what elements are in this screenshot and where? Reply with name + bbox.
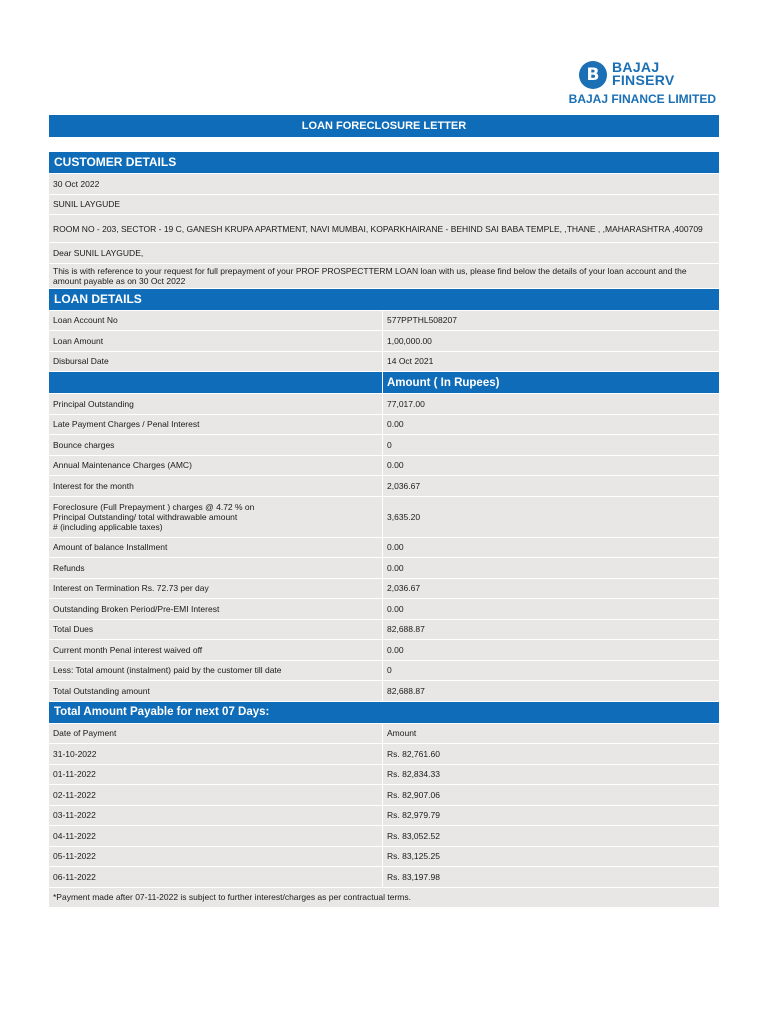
letter-title: LOAN FORECLOSURE LETTER [49, 115, 719, 137]
amount-row-value: 2,036.67 [387, 583, 421, 594]
loan-detail-row [49, 331, 719, 351]
amount-row-value: 82,688.87 [387, 685, 425, 696]
amount-row-label: Less: Total amount (instalment) paid by the customer till date [53, 665, 282, 676]
amount-row-label: Principal Outstanding [53, 398, 134, 409]
amount-row-label: Interest for the month [53, 480, 134, 491]
payable-row-label: 31-10-2022 [53, 748, 97, 759]
logo-brand-line2: FINSERV [612, 72, 675, 88]
amount-row [49, 538, 719, 558]
salutation-row [49, 243, 719, 263]
amount-row [49, 558, 719, 578]
loan-detail-row-value: 1,00,000.00 [387, 335, 432, 346]
payable-row-value: Rs. 82,907.06 [387, 789, 440, 800]
payable-row [49, 744, 719, 764]
amount-row-value: 0.00 [387, 562, 404, 573]
amount-column-heading: Amount ( In Rupees) [387, 376, 500, 389]
amount-row [49, 476, 719, 496]
amount-row-label: Late Payment Charges / Penal Interest [53, 419, 200, 430]
date-of-payment-header: Date of Payment [53, 728, 117, 739]
bajaj-finserv-logo [546, 58, 716, 108]
amount-row [49, 579, 719, 599]
loan-detail-row [49, 311, 719, 331]
loan-detail-row-value: 577PPTHL508207 [387, 315, 457, 326]
amount-header-row [49, 372, 719, 393]
amount-row-label: Amount of balance Installment [53, 542, 168, 553]
payment-note-text: *Payment made after 07-11-2022 is subject to further interest/charges as per contractual terms. [53, 892, 411, 902]
amount-row-label: Annual Maintenance Charges (AMC) [53, 460, 192, 471]
payable-row [49, 785, 719, 805]
amount-row-label: Refunds [53, 562, 85, 573]
amount-row-value: 0 [387, 665, 392, 676]
payable-row-value: Rs. 83,197.98 [387, 871, 440, 882]
amount-row [49, 435, 719, 455]
foreclosure-letter [49, 115, 719, 907]
payable-row [49, 867, 719, 887]
letter-body-row [49, 264, 719, 288]
letter-date: 30 Oct 2022 [53, 178, 100, 189]
payable-header-row [49, 724, 719, 744]
payable-heading: Total Amount Payable for next 07 Days: [49, 702, 719, 723]
bajaj-logo-icon: B [579, 61, 607, 89]
payable-row [49, 765, 719, 785]
amount-row-value: 0.00 [387, 542, 404, 553]
amount-row [49, 599, 719, 619]
loan-detail-row-label: Loan Amount [53, 335, 104, 346]
amount-row-label: Interest on Termination Rs. 72.73 per day [53, 583, 209, 594]
amount-row-label: Foreclosure (Full Prepayment ) charges @ 4.72 % on Principal Outstanding/ total withdrawable amount # (including applicable taxes) [53, 501, 255, 532]
logo-brand-line1: BAJAJ [612, 59, 660, 75]
amount-row-value: 82,688.87 [387, 624, 425, 635]
amount-row-value: 2,036.67 [387, 480, 421, 491]
amount-row-value: 0.00 [387, 460, 404, 471]
customer-details-heading: CUSTOMER DETAILS [49, 152, 719, 173]
loan-detail-row-label: Loan Account No [53, 315, 118, 326]
amount-row [49, 456, 719, 476]
payable-row [49, 826, 719, 846]
payable-row-label: 02-11-2022 [53, 789, 96, 800]
payable-row-value: Rs. 83,052.52 [387, 830, 440, 841]
payable-row-label: 03-11-2022 [53, 810, 96, 821]
payment-note [49, 888, 719, 907]
amount-row-value: 0.00 [387, 603, 404, 614]
letter-date-row [49, 174, 719, 194]
loan-detail-row-value: 14 Oct 2021 [387, 356, 434, 367]
customer-address: ROOM NO - 203, SECTOR - 19 C, GANESH KRUPA APARTMENT, NAVI MUMBAI, KOPARKHAIRANE - BEHIND SAI BABA TEMPLE, ,THANE , ,MAHARASHTRA ,400709 [53, 223, 703, 234]
payable-row [49, 847, 719, 867]
loan-detail-row [49, 352, 719, 372]
payable-row-value: Rs. 83,125.25 [387, 851, 440, 862]
payable-row [49, 806, 719, 826]
amount-row [49, 497, 719, 537]
amount-row [49, 620, 719, 640]
letter-body: This is with reference to your request for full prepayment of your PROF PROSPECTTERM LOAN loan with us, please find below the details of your loan account and the amount payable as on 30 Oct 2022 [53, 265, 687, 286]
payable-row-label: 01-11-2022 [53, 769, 96, 780]
amount-row-label: Current month Penal interest waived off [53, 644, 203, 655]
amount-header: Amount [387, 728, 417, 739]
amount-row [49, 394, 719, 414]
loan-detail-row-label: Disbursal Date [53, 356, 109, 367]
amount-row-value: 0.00 [387, 419, 404, 430]
payable-row-label: 06-11-2022 [53, 871, 96, 882]
payable-row-value: Rs. 82,761.60 [387, 748, 440, 759]
amount-row-value: 3,635.20 [387, 511, 421, 522]
payable-row-value: Rs. 82,979.79 [387, 810, 440, 821]
amount-row [49, 681, 719, 701]
payable-row-value: Rs. 82,834.33 [387, 769, 440, 780]
company-name: BAJAJ FINANCE LIMITED [568, 92, 716, 106]
customer-address-row [49, 215, 719, 242]
amount-row-value: 0 [387, 439, 392, 450]
amount-row-label: Total Dues [53, 624, 94, 635]
amount-row-label: Bounce charges [53, 439, 115, 450]
payable-row-label: 05-11-2022 [53, 851, 96, 862]
amount-row-value: 0.00 [387, 644, 404, 655]
amount-row [49, 640, 719, 660]
payable-row-label: 04-11-2022 [53, 830, 96, 841]
amount-row-label: Total Outstanding amount [53, 685, 150, 696]
salutation: Dear SUNIL LAYGUDE, [53, 247, 144, 258]
customer-name-row [49, 195, 719, 215]
amount-row-label: Outstanding Broken Period/Pre-EMI Interest [53, 603, 220, 614]
loan-details-heading: LOAN DETAILS [49, 289, 719, 310]
amount-row [49, 415, 719, 435]
amount-row-value: 77,017.00 [387, 398, 425, 409]
customer-name: SUNIL LAYGUDE [53, 199, 121, 210]
amount-row [49, 661, 719, 681]
